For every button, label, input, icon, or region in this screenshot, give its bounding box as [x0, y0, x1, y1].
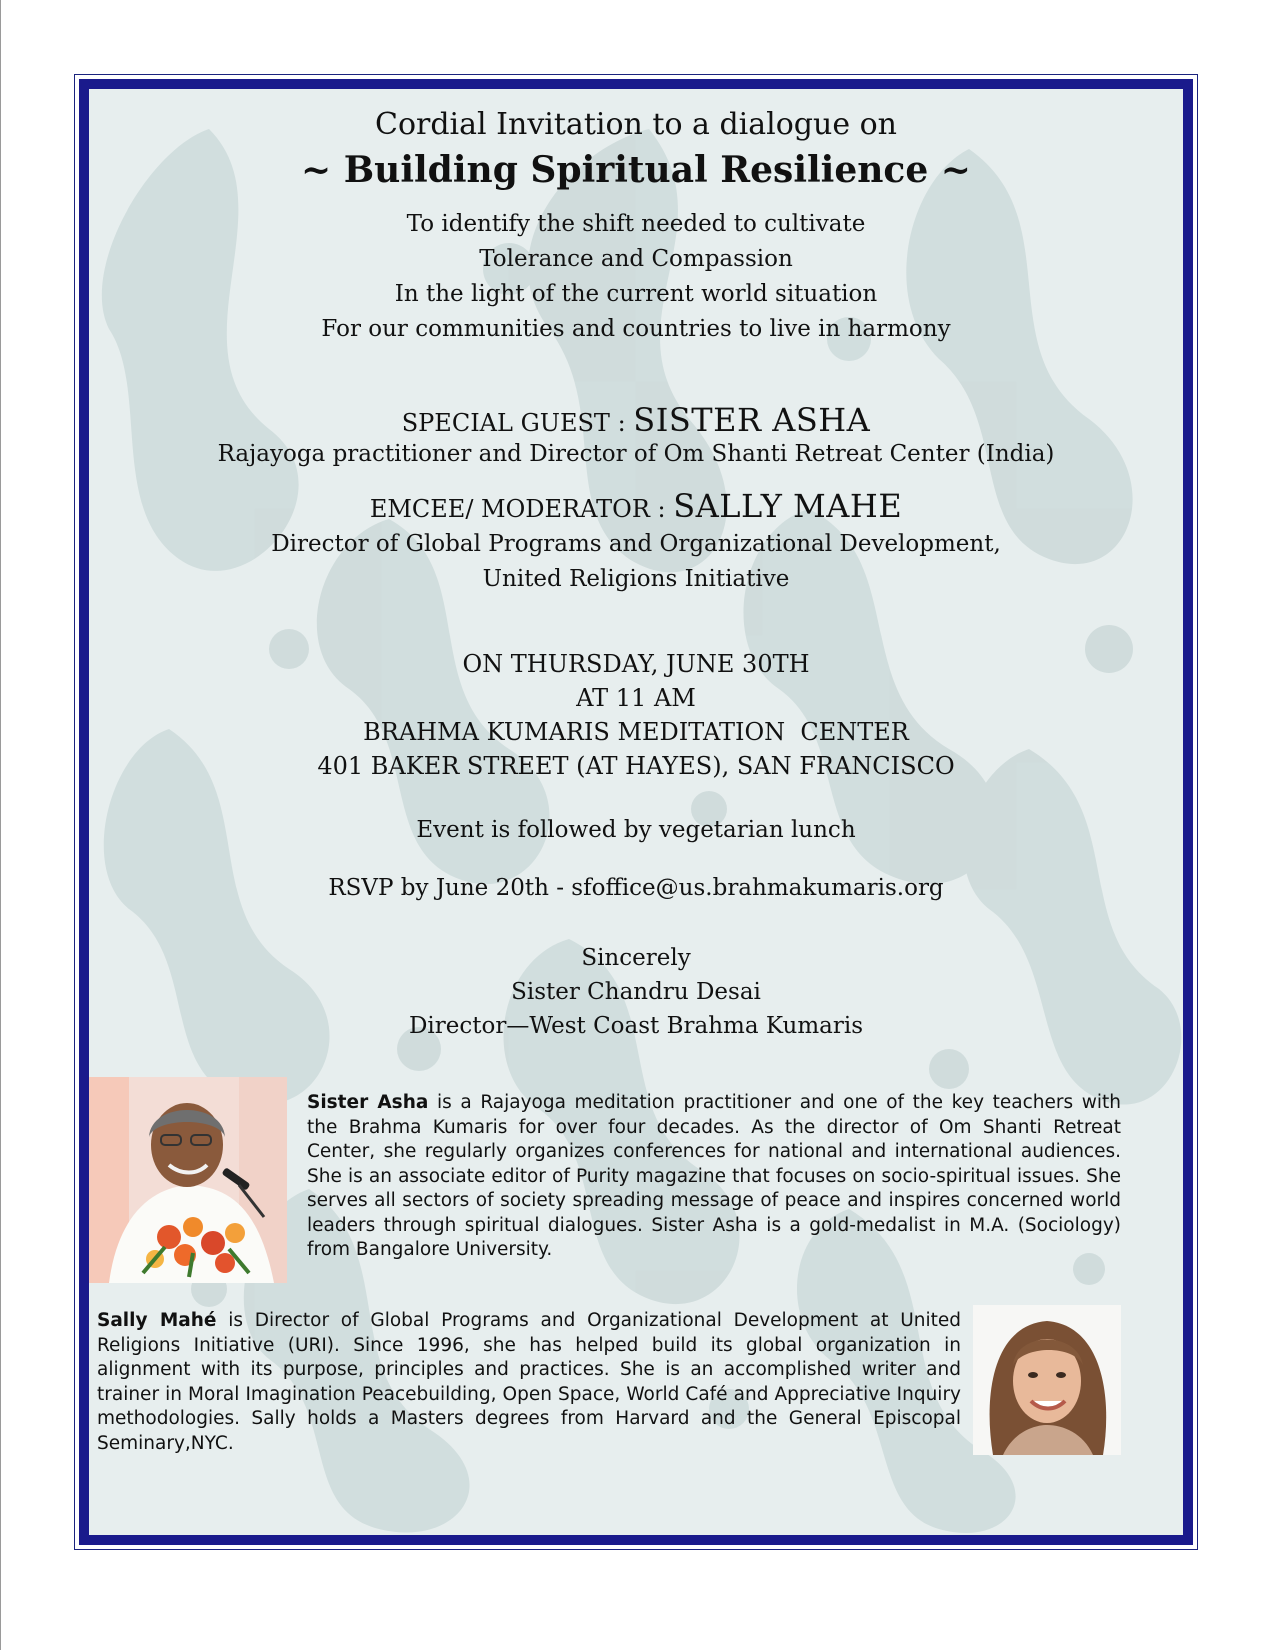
special-guest-line [89, 401, 1183, 439]
purpose-line: For our communities and countries to live in harmony [321, 316, 951, 342]
purpose-line: To identify the shift needed to cultivate [406, 211, 866, 237]
signoff-closing: Sincerely [581, 945, 691, 971]
purpose-statement [89, 207, 1183, 347]
invitation-intro: Cordial Invitation to a dialogue on [374, 107, 897, 142]
moderator-name: SALLY MAHE [673, 487, 903, 525]
signoff-title: Director—West Coast Brahma Kumaris [408, 1013, 864, 1039]
event-address: 401 BAKER STREET (AT HAYES), SAN FRANCISCO [317, 752, 955, 780]
invitation-content [89, 89, 1183, 1535]
lunch-note: Event is followed by vegetarian lunch [416, 817, 856, 843]
moderator-label: EMCEE/ MODERATOR : [369, 495, 674, 523]
sister-asha-bio-text: is a Rajayoga meditation practitioner and one of the key teachers with the Brahma Kumaris for over four decades. As the director of Om Shanti Retreat Center, she regularly organizes conferences for national and international audiences. She is an associate editor of Purity magazine that focuses on socio-spiritual issues. She serves all sectors of society spreading message of peace and inspires concerned world leaders through spiritual dialogues. Sister Asha is a gold-medalist in M.A. (Sociology) from Bangalore University. [307, 1092, 1121, 1260]
signoff [89, 941, 1183, 1043]
moderator-description-line: United Religions Initiative [482, 566, 790, 592]
sally-mahe-photo [973, 1305, 1121, 1455]
event-time: AT 11 AM [576, 684, 696, 712]
event-venue: BRAHMA KUMARIS MEDITATION CENTER [363, 718, 909, 746]
signoff-name: Sister Chandru Desai [511, 979, 761, 1005]
sally-mahe-bio-text: is Director of Global Programs and Organizational Development at United Religions Initiative (URI). Since 1996, she has helped build its global organization in alignment with its purpose, principles and practices. She is an accomplished writer and trainer in Moral Imagination Peacebuilding, Open Space, World Café and Appreciative Inquiry methodologies. Sally holds a Masters degrees from Harvard and the General Episcopal Seminary,NYC. [97, 1310, 961, 1454]
moderator-description-line: Director of Global Programs and Organizational Development, [271, 531, 1001, 557]
invitation-frame [79, 79, 1193, 1545]
special-guest-label: SPECIAL GUEST : [401, 409, 634, 437]
purpose-line: In the light of the current world situation [394, 281, 878, 307]
sister-asha-bio [307, 1091, 1121, 1263]
moderator-description [89, 527, 1183, 597]
page-edge-rule [0, 0, 1, 1650]
special-guest-description: Rajayoga practitioner and Director of Om Shanti Retreat Center (India) [217, 441, 1055, 467]
sally-mahe-bio [97, 1309, 961, 1456]
event-date: ON THURSDAY, JUNE 30TH [462, 650, 810, 678]
sally-mahe-bio-name: Sally Mahé [97, 1310, 217, 1331]
event-details [89, 647, 1183, 783]
purpose-line: Tolerance and Compassion [479, 246, 793, 272]
rsvp-line: RSVP by June 20th - sfoffice@us.brahmakumaris.org [328, 875, 944, 901]
sister-asha-bio-name: Sister Asha [307, 1092, 429, 1113]
moderator-line [89, 487, 1183, 525]
sister-asha-photo [89, 1077, 287, 1283]
special-guest-name: SISTER ASHA [633, 401, 871, 439]
event-title: ~ Building Spiritual Resilience ~ [301, 149, 971, 191]
